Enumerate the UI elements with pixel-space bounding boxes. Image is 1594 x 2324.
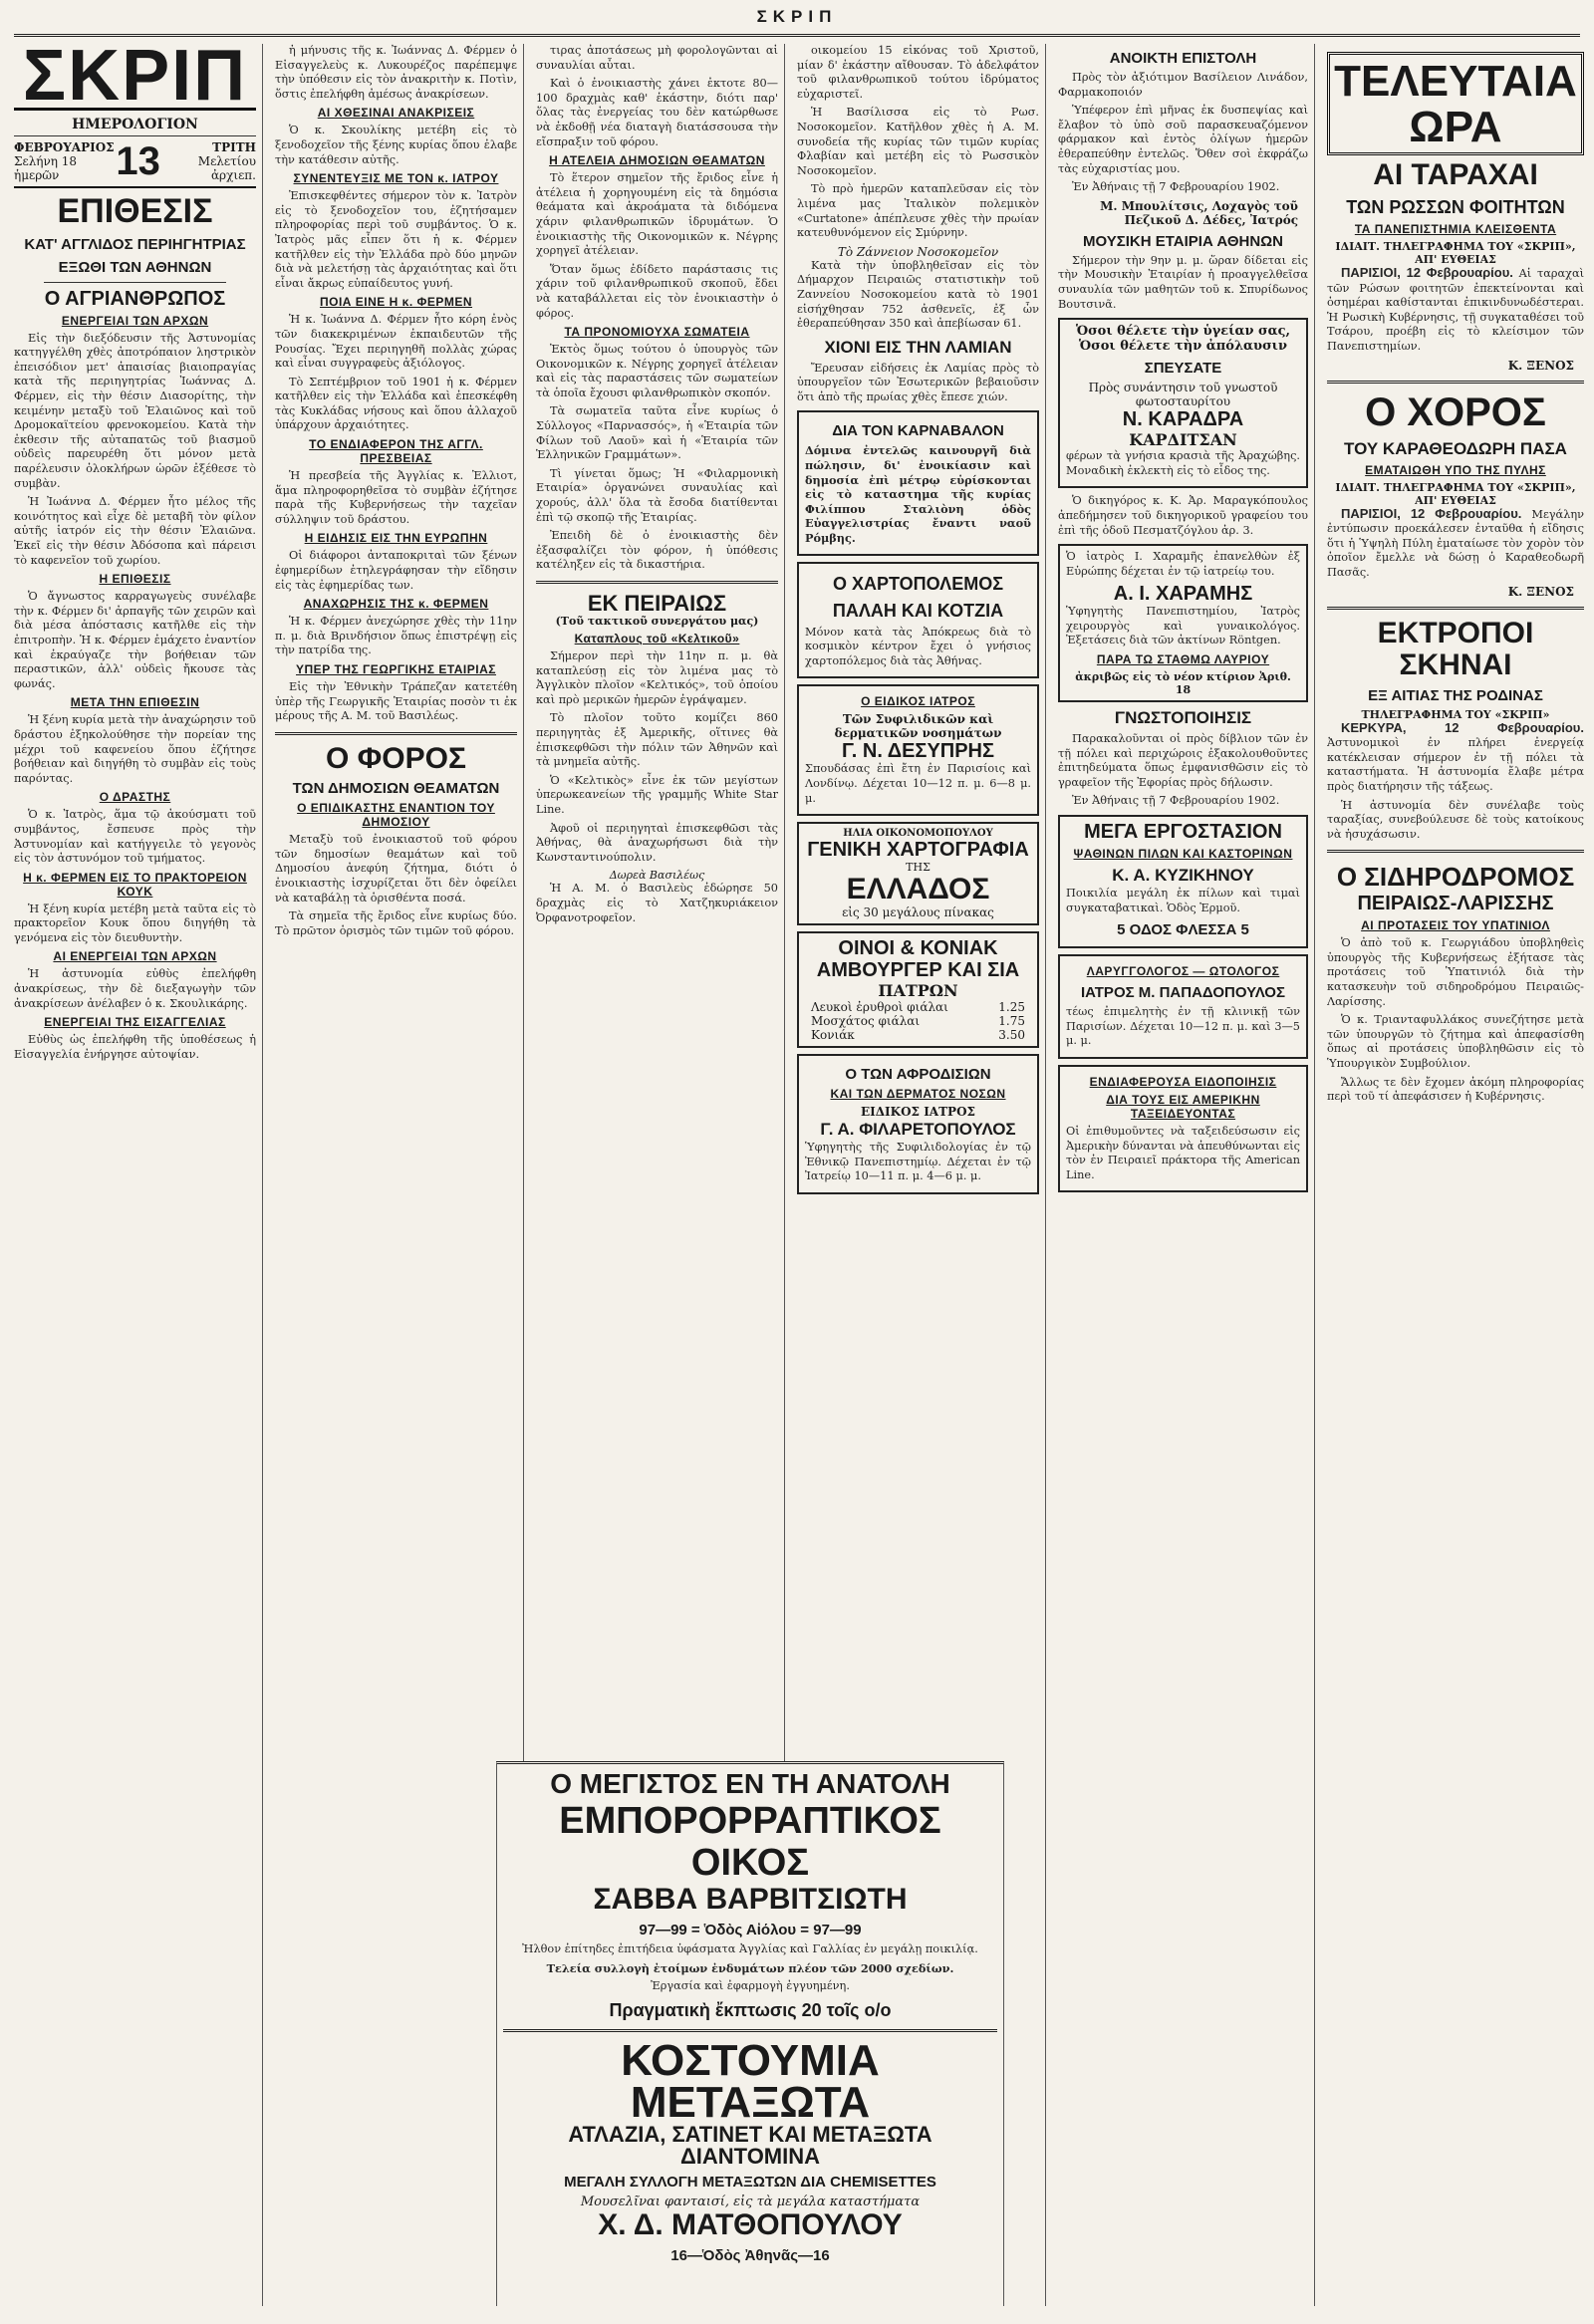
article-text: Πρὸς τὸν ἀξιότιμον Βασίλειον Λινάδον, Φαρμακοποιόν	[1058, 71, 1308, 99]
article-text: Ἐν Ἀθήναις τῇ 7 Φεβρουαρίου 1902.	[1072, 794, 1280, 808]
ad-karadra-name: Ν. ΚΑΡΑΔΡΑ	[1122, 408, 1244, 431]
ad-tailor-line2: ΕΜΠΟΡΟΡΡΑΠΤΙΚΟΣ ΟΙΚΟΣ	[559, 1800, 941, 1884]
ad-tailoring-house	[496, 1761, 1004, 2306]
subhead-donation: Δωρεὰ Βασιλέως	[609, 869, 705, 883]
article-text: Εἰς τὴν διεξόδευσιν τῆς Ἀστυνομίας κατηγγέλθη χθὲς ἀποτρόπαιον ληστρικὸν ἐπεισόδιον μετ' ἀπαισίας βιαιοπραγίας κατὰ τῆς περιηγητρίας Ἰωάννας Δ. Φέρμεν, εἰς τὴν θέσιν Διασορίτης, τὴν κειμένην μεταξὺ τοῦ Ἐλαιῶνος καὶ τοῦ Δρομοκαϊτείου φρενοκομείου. Κατὰ τὴν ἐκθεσιν τῆς αὐταπατῶς τοῦ βιασμοῦ οὐδεὶς παρευρέθη ὅτι μόνον μετὰ παρέλευσιν ὀλοκλήρων ὡρῶν ἐξέθεσε τὸ συμβὰν.	[14, 331, 256, 490]
ad-hat-name: Κ. Α. ΚΥΖΙΚΗΝΟΥ	[1112, 866, 1254, 886]
ad-hat-title: ΜΕΓΑ ΕΡΓΟΣΤΑΣΙΟΝ	[1084, 821, 1282, 844]
ad-silk-name: Χ. Δ. ΜΑΤΘΟΠΟΥΛΟΥ	[598, 2207, 903, 2241]
ad-america	[1058, 1065, 1308, 1192]
ad-hat-address: 5 ΟΔΟΣ ΦΛΕΣΣΑ 5	[1117, 921, 1249, 939]
article-text: Τὰ σημεῖα τῆς ἔριδος εἶνε κυρίως δύο. Τὸ πρῶτον ὁρισμὸς τῶν τιμῶν τοῦ φόρου.	[275, 909, 517, 937]
headline-ball-sub: ΤΟΥ ΚΑΡΑΘΕΟΔΩΡΗ ΠΑΣΑ	[1344, 438, 1567, 458]
ad-doctor-title: Ο ΕΙΔΙΚΟΣ ΙΑΤΡΟΣ	[861, 694, 975, 709]
article-text: Ὁ «Κελτικὸς» εἶνε ἐκ τῶν μεγίστων ὑπερωκεανείων τῆς γραμμῆς White Star Line.	[536, 773, 778, 817]
ad-america-text: Οἱ ἐπιθυμοῦντες νὰ ταξειδεύσωσιν εἰς Ἀμερικὴν δύνανται νὰ ἀπευθύνωνται εἰς τὸν ἐν Πειραιεῖ πράκτορα τῆς American Line.	[1066, 1125, 1300, 1181]
article-text: Ὁ κ. Ἰατρὸς, ἅμα τῷ ἀκούσματι τοῦ συμβάντος, ἔσπευσε πρὸς τὴν Ἀστυνομίαν καὶ κατήγγειλε τὸ γεγονὸς εἰς τὸν ἀστυνόμον τοῦ τμήματος.	[14, 808, 256, 866]
article-text: Ἐν Ἀθήναις τῇ 7 Φεβρουαρίου 1902.	[1072, 180, 1280, 194]
subhead-societies: ΤΑ ΠΡΟΝΟΜΙΟΥΧΑ ΣΩΜΑΤΕΙΑ	[564, 325, 750, 340]
telegram-label: ΤΗΛΕΓΡΑΦΗΜΑ ΤΟΥ «ΣΚΡΙΠ»	[1361, 707, 1550, 721]
masthead-title: ΣΚΡΙΠ	[14, 44, 256, 111]
subhead-hospital: Τὸ Ζάννειον Νοσοκομεῖον	[837, 244, 999, 259]
dateline: ΚΕΡΚΥΡΑ, 12 Φεβρουαρίου.	[1341, 719, 1584, 735]
subhead-authority-actions: ΑΙ ΕΝΕΡΓΕΙΑΙ ΤΩΝ ΑΡΧΩΝ	[53, 949, 217, 964]
headline-tax-sub: ΤΩΝ ΔΗΜΟΣΙΩΝ ΘΕΑΜΑΤΩΝ	[292, 780, 500, 798]
ad-silk-line3: ΜΕΓΑΛΗ ΣΥΛΛΟΓΗ ΜΕΤΑΞΩΤΩΝ ΔΙΑ CHEMISETTES	[564, 2173, 936, 2191]
ad-otologist-title: ΛΑΡΥΓΓΟΛΟΓΟΣ — ΩΤΟΛΟΓΟΣ	[1086, 964, 1280, 979]
article-text: Ἡ ἀστυνομία δὲν συνέλαβε τοὺς ταραξίας, συνεβούλευσε δὲ τοὺς κατοίκους νὰ ἡσυχάσωσιν.	[1327, 798, 1584, 841]
headline-last-hour: ΤΕΛΕΥΤΑΙΑ ΩΡΑ	[1327, 52, 1584, 155]
ad-wines-company: ΑΜΒΟΥΡΓΕΡ ΚΑΙ ΣΙΑ	[816, 959, 1020, 982]
article-text: Καὶ ὁ ἐνοικιαστὴς χάνει ἐκτοτε 80—100 δραχμὰς καθ' ἑκάστην, διότι παρ' ὅλας τὰς ἐνεργείας του δὲν κατώρθωσε νὰ ἐκδοθῇ νέα διαταγὴ διατάσσουσα τὴν εἴσπραξιν τοῦ φόρου.	[536, 77, 778, 148]
article-text: Ὁ κ. Σκουλίκης μετέβη εἰς τὸ ξενοδοχεῖον τῆς ξένης κυρίας ὅπου ἐλαβε τὴν κατάθεσιν αὐτῆς.	[275, 124, 517, 166]
ad-tailor-discount: Πραγματικὴ ἔκπτωσις 20 τοῖς ο/ο	[609, 1999, 892, 2020]
subhead-agricultural: ΥΠΕΡ ΤΗΣ ΓΕΩΡΓΙΚΗΣ ΕΤΑΙΡΙΑΣ	[296, 662, 496, 676]
article-text: Ἀφοῦ οἱ περιηγηταὶ ἐπισκεφθῶσι τὰς Ἀθήνας, θὰ ἀναχωρήσωσι διὰ τὴν Κωνσταντινούπολιν.	[536, 821, 778, 864]
headline-snow: ΧΙΟΝΙ ΕΙΣ ΤΗΝ ΛΑΜΙΑΝ	[824, 337, 1012, 357]
piraeus-correspondent: (Τοῦ τακτικοῦ συνεργάτου μας)	[555, 615, 759, 629]
article-text: Ὑπέφερον ἐπὶ μῆνας ἐκ δυσπεψίας καὶ ἔλαβον τὸ ὑπὸ σοῦ παρασκευαζόμενον φάρμακον καὶ ἐντὸς ὀλίγων ἡμερῶν ἐθεραπεύθην ἐντελῶς. Ὅθεν σοὶ ἐκφράζω τὰς εὐχαριστίας μου.	[1058, 104, 1308, 175]
article-text: ΠΑΡΙΣΙΟΙ, 12 Φεβρουαρίου. Αἱ ταραχαὶ τῶν Ρώσων φοιτητῶν ἐπεκτείνονται καὶ ὁσημέραι καθίστανται ἐπικινδυνωδέστεραι. Ἡ Ρωσικὴ Κυβέρνησις, τῇ συγκαταθέσει τοῦ Τσάρου, προέβη εἰς τὸ κλείσιμον τῶν Πανεπιστημίων.	[1327, 265, 1584, 353]
ad-charamis-name: Α. Ι. ΧΑΡΑΜΗΣ	[1113, 583, 1253, 606]
headline-attack-sub2: ΕΞΩΘΙ ΤΩΝ ΑΘΗΝΩΝ	[58, 258, 212, 276]
ad-cartography-title: ΓΕΝΙΚΗ ΧΑΡΤΟΓΡΑΦΙΑ	[807, 839, 1029, 862]
ad-tailor-text: Τελεία συλλογὴ ἐτοίμων ἐνδυμάτων πλέον τῶν 2000 σχεδίων.	[546, 1960, 954, 1975]
ad-aphrod-name: Γ. Α. ΦΙΛΑΡΕΤΟΠΟΥΛΟΣ	[820, 1120, 1016, 1140]
article-text: Εἰς τὴν Ἐθνικὴν Τράπεζαν κατετέθη ὑπὲρ τῆς Γεωργικῆς Ἑταιρίας ποσὸν τι ἐκ μέρους τῆς Α. Μ. τοῦ Βασιλέως.	[275, 680, 517, 723]
article-text: Ἡ κ. Φέρμεν ἀνεχώρησε χθὲς τὴν 11ην π. μ. διὰ Βρινδήσιον ὅπως ἐπιστρέψῃ εἰς τὴν πατρίδα της.	[275, 615, 517, 657]
ad-otologist-text: τέως ἐπιμελητὴς ἐν τῇ κλινικῇ τῶν Παρισίων. Δέχεται 10—12 π. μ. καὶ 3—5 μ. μ.	[1066, 1005, 1300, 1048]
headline-tax: Ο ΦΟΡΟΣ	[326, 741, 466, 775]
masthead-section: ΗΜΕΡΟΛΟΓΙΟΝ	[14, 115, 256, 136]
ad-doctor-specialty: Τῶν Συφιλιδικῶν καὶ δερματικῶν νοσημάτων	[834, 712, 1002, 741]
article-text: Ὁ ἄγνωστος καρραγωγεὺς συνέλαβε τὴν κ. Φέρμεν δι' ἀρπαγῆς τῶν χειρῶν καὶ διὰ μέσα ἀπόστασις κατῆλθε εἰς τὴν ἐπιτροπὴν. Ἡ κ. Φέρμεν ἐμάχετο ἐναντίον καὶ ἐκραύγαζε τὴν βοήθειαν τῶν περαστικῶν, ἀλλ' οὐδεὶς ἤκουσε τὰς φωνάς.	[14, 590, 256, 690]
ad-america-title: ΕΝΔΙΑΦΕΡΟΥΣΑ ΕΙΔΟΠΟΙΗΣΙΣ	[1089, 1075, 1277, 1089]
article-text: Ὁ δικηγόρος κ. Κ. Ἀρ. Μαραγκόπουλος ἀπεδήμησεν τοῦ δικηγορικοῦ γραφείου του ἐπὶ τῆς ὁδοῦ Πεσματζόγλου ἀρ. 3.	[1058, 494, 1308, 537]
ad-america-sub: ΔΙΑ ΤΟΥΣ ΕΙΣ ΑΜΕΡΙΚΗΝ ΤΑΞΕΙΔΕΥΟΝΤΑΣ	[1106, 1093, 1260, 1121]
ad-carnival-text: Δόμινα ἐντελῶς καινουργῆ διὰ πώλησιν, δι' ἐνοικίασιν καὶ δημοσία ἐπὶ μέτρῳ εὑρίσκονται εἰς τὸ καταστημα τῆς κυρίας Φιλίππου Σταλιὸνη ὁδὸς Εὐαγγελιστρίας ἔναντι ναοῦ Ρόμβης.	[805, 443, 1031, 546]
headline-open-letter: ΑΝΟΙΚΤΗ ΕΠΙΣΤΟΛΗ	[1109, 50, 1257, 67]
price-row: Μοσχάτος φιάλαι 1.75	[811, 1014, 1025, 1029]
ad-confetti-title-2: ΠΑΛΑΗ ΚΑΙ ΚΟΤΖΙΑ	[832, 600, 1004, 621]
article-text: ΠΑΡΙΣΙΟΙ, 12 Φεβρουαρίου. Μεγάλην ἐντύπωσιν προεκάλεσεν ἐνταῦθα ἡ εἴδησις ὅτι ἡ Ὑψηλὴ Πύλη ἐματαίωσε τὸν χορὸν τὸν ὁποῖον ἔμελλε νὰ δώσῃ ὁ Καραθεοδωρῆ Πασᾶς.	[1327, 505, 1584, 579]
article-text: Σήμερον περὶ τὴν 11ην π. μ. θὰ καταπλεύσῃ εἰς τὸν λιμένα μας τὸ Ἀγγλικὸν πλοῖον «Κελτικός», τοῦ ὁποίου καὶ πρὸ μερικῶν ἡμερῶν ἐγράψαμεν.	[536, 649, 778, 706]
signature: Κ. ΞΕΝΟΣ	[1507, 584, 1574, 599]
ad-doctor-desypris	[797, 684, 1039, 816]
ad-doctor-filaretopoulos	[797, 1054, 1039, 1194]
article-text: Ὁ κ. Τριανταφυλλάκος συνεζήτησε μετὰ τῶν ὑπουργῶν τὸ ζήτημα καὶ ἀπεφασίσθη ὅπως αἱ προτάσεις ὑποβληθῶσιν εἰς τὸ Ὑπουργικὸν Συμβούλιον.	[1327, 1013, 1584, 1071]
ad-otologist	[1058, 954, 1308, 1059]
column-2	[275, 44, 524, 2306]
ad-charamis	[1058, 544, 1308, 702]
price-row: Κονιάκ 3.50	[811, 1028, 1025, 1043]
ad-karadra-hurry: ΣΠΕΥΣΑΤΕ	[1144, 360, 1222, 378]
ad-wines	[797, 931, 1039, 1048]
article-text: οικομείου 15 εἰκόνας τοῦ Χριστοῦ, μίαν δ' ἑκάστην αἴθουσαν. Τὸ ἀδελφάτον τοῦ φιλανθρωπικοῦ τούτου ἱδρύματος εὐχαριστεῖ.	[797, 44, 1039, 101]
article-text: Τὸ Σεπτέμβριον τοῦ 1901 ἡ κ. Φέρμεν κατῆλθεν εἰς τὴν Ἑλλάδα καὶ ἐπεσκέφθη τὰς Κυκλάδας νήσους καὶ ὅπου ἀλλαχοῦ ὑπάρχουν ἀρχαιότητες.	[275, 375, 517, 432]
ad-karadra	[1058, 318, 1308, 488]
masthead-saint: Μελετίου ἀρχιεπ.	[197, 154, 256, 182]
ad-aphrod-specialist: ΕΙΔΙΚΟΣ ΙΑΤΡΟΣ	[860, 1105, 976, 1120]
ad-karadra-meet: Πρὸς συνάντησιν τοῦ γνωστοῦ φωτοσταυρίτου	[1088, 381, 1278, 409]
article-text: Ἐπειδὴ δὲ ὁ ἐνοικιαστὴς δὲν ἐξασφαλίζει τὸν φόρον, ἡ ὑπόθεσις κατέληξεν εἰς τὰ δικαστήρια.	[536, 529, 778, 572]
ad-tailor-name: ΣΑΒΒΑ ΒΑΡΒΙΤΣΙΩΤΗ	[593, 1883, 908, 1916]
article-text: Ἡ ἀστυνομία εὐθὺς ἐπελήφθη ἀνακρίσεως, τὴν δὲ διεξαγωγὴν τῶν ἀνακρίσεων ἀνέλαβεν ὁ κ. Σκουλικάρης.	[14, 967, 256, 1010]
headline-riots-sub: ΤΩΝ ΡΩΣΣΩΝ ΦΟΙΤΗΤΩΝ	[1346, 197, 1565, 217]
subhead-prosecutor: ΕΝΕΡΓΕΙΑΙ ΤΗΣ ΕΙΣΑΓΓΕΛΙΑΣ	[44, 1015, 226, 1030]
ad-hat-text: Ποικιλία μεγάλη ἐκ πίλων καὶ τιμαὶ συγκαταβατικαὶ. Ὁδὸς Ἑρμοῦ.	[1066, 887, 1300, 914]
subhead-europe: Η ΕΙΔΗΣΙΣ ΕΙΣ ΤΗΝ ΕΥΡΩΠΗΝ	[304, 531, 488, 546]
ad-karadra-place: ΚΑΡΔΙΤΣΑΝ	[1129, 430, 1237, 450]
subhead-perpetrator: Ο ΔΡΑΣΤΗΣ	[99, 790, 171, 805]
ad-doctor-text: Σπουδάσας ἐπὶ ἔτη ἐν Παρισίοις καὶ Λονδίνῳ. Δέχεται 10—12 π. μ. 6—8 μ. μ.	[805, 762, 1031, 805]
subhead-embassy: ΤΟ ΕΝΔΙΑΦΕΡΟΝ ΤΗΣ ΑΓΓΛ. ΠΡΕΣΒΕΙΑΣ	[309, 437, 483, 466]
headline-railway-sub: ΠΕΙΡΑΙΩΣ-ΛΑΡΙΣΣΗΣ	[1357, 893, 1554, 915]
article-text: Ἡ Α. Μ. ὁ Βασιλεὺς ἐδώρησε 50 δραχμὰς εἰς τὸ Χατζηκυριάκειον Ὀρφανοτροφεῖον.	[536, 882, 778, 924]
headline-scenes-sub: ΕΞ ΑΙΤΙΑΣ ΤΗΣ ΡΟΔΙΝΑΣ	[1368, 686, 1543, 704]
ad-cartography-publisher: ΗΛΙΑ ΟΙΚΟΝΟΜΟΠΟΥΛΟΥ	[843, 828, 993, 840]
ad-charamis-text: Ὑφηγητὴς Πανεπιστημίου, Ἰατρὸς χειρουργὸς καὶ γυναικολόγος. Ἐξετάσεις διὰ τῶν ἀκτίνων Röntgen.	[1066, 605, 1300, 647]
article-text: Ἐκτὸς ὅμως τούτου ὁ ὑπουργὸς τῶν Οικονομικῶν κ. Νέγρης χορηγεῖ ἀτέλειαν καὶ εἰς τὰς παραστάσεις τῶν σωματείων τὰ ὁποῖα ἔχουσι φιλανθρωπικὸν σκοπόν.	[536, 343, 778, 399]
article-text: Ἡ ξένη κυρία μετὰ τὴν ἀναχώρησιν τοῦ δράστου ἐξηκολούθησε τὴν πορείαν της μέχρι τοῦ καφενείου ὅπου ἐζήτησε βοήθειαν καὶ διηγήθη τὸ συμβὰν εἰς τοὺς παρόντας.	[14, 713, 256, 785]
article-text: Εὐθὺς ὡς ἐπελήφθη τῆς ὑποθέσεως ἡ Εἰσαγγελία ἐνήργησε αὐτοψίαν.	[14, 1033, 256, 1061]
ad-cartography-of: ΤΗΣ	[906, 861, 930, 875]
ad-wines-title: ΟΙΝΟΙ & ΚΟΝΙΑΚ	[838, 937, 998, 960]
subhead-after-attack: ΜΕΤΑ ΤΗΝ ΕΠΙΘΕΣΙΝ	[70, 695, 200, 710]
article-text: Τὸ πρὸ ἡμερῶν καταπλεῦσαν εἰς τὸν λιμένα μας Ἰταλικὸν πολεμικὸν «Curtatone» ἀπέπλευσε χθὲς τὴν πρωίαν κατευθυνόμενον εἰς Σμύρνην.	[797, 182, 1039, 240]
subhead-universities: ΤΑ ΠΑΝΕΠΙΣΤΗΜΙΑ ΚΛΕΙΣΘΕΝΤΑ	[1354, 222, 1557, 236]
telegram-label: ΙΔΙΑΙΤ. ΤΗΛΕΓΡΑΦΗΜΑ ΤΟΥ «ΣΚΡΙΠ», ΑΠ' ΕΥΘΕΙΑΣ	[1335, 240, 1576, 266]
ad-confetti-text: Μόνον κατὰ τὰς Ἀπόκρεως διὰ τὸ κοσμικὸν κέντρον ἔχει ὁ γνήσιος χαρτοπόλεμος διὰ τὰς Ἀθήνας.	[805, 625, 1031, 667]
ad-otologist-name: ΙΑΤΡΟΣ Μ. ΠΑΠΑΔΟΠΟΥΛΟΣ	[1081, 984, 1285, 1002]
ad-confetti	[797, 562, 1039, 679]
article-text: ΚΕΡΚΥΡΑ, 12 Φεβρουαρίου. Ἀστυνομικοὶ ἐν πλήρει ἐνεργείᾳ κατέκλεισαν σήμερον ἐν τῇ πόλει τὰ καταστήματα. Ἡ ἀστυνομία ἔλαβε μέτρα πρὸς διατήρησιν τῆς τάξεως.	[1327, 719, 1584, 793]
article-text: Ἡ Ἰωάννα Δ. Φέρμεν ἦτο μέλος τῆς κοινότητος καὶ εἶχε δὲ μεταβῆ τὸν φίλον αὐτῆς ἰατρόν εἰς τὴν θέσιν Ἐλαιῶνα. Ἐκεῖ εἰς τὴν θέσιν Ἀδόσοπα καὶ πάρεισι τὸ καφενεῖον τοῦ χωρίου.	[14, 495, 256, 567]
ad-cartography-country: ΕΛΛΑΔΟΣ	[846, 873, 990, 906]
ad-hat-factory	[1058, 815, 1308, 948]
headline-music-society: ΜΟΥΣΙΚΗ ΕΤΑΙΡΙΑ ΑΘΗΝΩΝ	[1082, 232, 1284, 250]
dateline: ΠΑΡΙΣΙΟΙ, 12 Φεβρουαρίου.	[1341, 265, 1513, 280]
article-text: Μεταξὺ τοῦ ἐνοικιαστοῦ τοῦ φόρου τῶν δημοσίων θεαμάτων καὶ τοῦ Δημοσίου ἀνεφύη ζήτημα, διότι ὁ ἐνοικιαστὴς ἰσχυρίζεται ὅτι δὲν ὀφείλει νὰ καταβάλῃ τὰ ὁρισθέντα ποσά.	[275, 833, 517, 904]
headline-ball: Ο ΧΟΡΟΣ	[1365, 389, 1546, 434]
headline-piraeus: ΕΚ ΠΕΙΡΑΙΩΣ	[587, 591, 727, 616]
subhead-interview: ΣΥΝΕΝΤΕΥΞΙΣ ΜΕ ΤΟΝ κ. ΙΑΤΡΟΥ	[293, 171, 499, 186]
ad-confetti-title: Ο ΧΑΡΤΟΠΟΛΕΜΟΣ	[832, 573, 1003, 594]
subhead-cook-agency: Η κ. ΦΕΡΜΕΝ ΕΙΣ ΤΟ ΠΡΑΚΤΟΡΕΙΟΝ ΚΟΥΚ	[23, 870, 247, 899]
headline-notice: ΓΝΩΣΤΟΠΟΙΗΣΙΣ	[1114, 708, 1252, 728]
headline-railway: Ο ΣΙΔΗΡΟΔΡΟΜΟΣ	[1336, 862, 1575, 893]
masthead-moon: Σελήνη 18 ἡμερῶν	[14, 154, 78, 182]
ad-wines-city: ΠΑΤΡΩΝ	[878, 981, 958, 1001]
signature: Κ. ΞΕΝΟΣ	[1507, 358, 1574, 373]
headline-attack: ΕΠΙΘΕΣΙΣ	[57, 192, 213, 230]
ad-aphrod-text: Ὑφηγητὴς τῆς Συφιλιδολογίας ἐν τῷ Ἐθνικῷ Πανεπιστημίῳ. Δέχεται ἐν τῷ Ἰατρείῳ 10—11 π. μ. 4—6 μ. μ.	[805, 1141, 1031, 1183]
subhead-departure: ΑΝΑΧΩΡΗΣΙΣ ΤΗΣ κ. ΦΕΡΜΕΝ	[303, 597, 489, 612]
subhead-authorities: ΕΝΕΡΓΕΙΑΙ ΤΩΝ ΑΡΧΩΝ	[61, 313, 209, 328]
headline-attack-sub: ΚΑΤ' ΑΓΓΛΙΔΟΣ ΠΕΡΙΗΓΗΤΡΙΑΣ	[24, 235, 246, 253]
ad-doctor-name: Γ. Ν. ΔΕΣΥΠΡΗΣ	[841, 740, 995, 763]
article-text: Οἱ διάφοροι ἀνταποκριταὶ τῶν ξένων ἐφημερίδων ἐτηλεγράφησαν τὴν εἴδησιν εἰς τὰς ἐφημερίδας των.	[275, 549, 517, 592]
price-row: Λευκοὶ ἐρυθροὶ φιάλαι 1.25	[811, 1000, 1025, 1015]
article-text: Κατὰ τὴν ὑποβληθεῖσαν εἰς τὸν Δήμαρχον Πειραιῶς στατιστικὴν τοῦ Ζαννείου Νοσοκομείου κατὰ τὸ 1901 εἰσήχθησαν 752 ἀσθενεῖς, ἐξ ὧν ἐθεραπεύθησαν 350 καὶ ἀπεβίωσαν 61.	[797, 258, 1039, 331]
masthead-weekday: ΤΡΙΤΗ	[212, 140, 256, 154]
telegram-label: ΙΔΙΑΙΤ. ΤΗΛΕΓΡΑΦΗΜΑ ΤΟΥ «ΣΚΡΙΠ», ΑΠ' ΕΥΘΕΙΑΣ	[1335, 480, 1576, 507]
headline-savage: Ο ΑΓΡΙΑΝΘΡΩΠΟΣ	[44, 287, 226, 310]
masthead-day-number: 13	[116, 139, 160, 183]
article-text: Τὰ σωματεῖα ταῦτα εἶνε κυρίως ὁ Σύλλογος «Παρνασσός», ἡ «Ἑταιρία τῶν Φίλων τοῦ Λαοῦ» καὶ ἡ «Ἑταιρία τῶν Ἑλληνικῶν Γραμμάτων».	[536, 404, 778, 462]
ad-tailor-line1: Ο ΜΕΓΙΣΤΟΣ ΕΝ ΤΗ ΑΝΑΤΟΛΗ	[550, 1768, 950, 1799]
subhead-proposals: ΑΙ ΠΡΟΤΑΣΕΙΣ ΤΟΥ ΥΠΑΤΙΝΙΟΛ	[1361, 918, 1550, 933]
article-text: Ἡ ξένη κυρία μετέβη μετὰ ταῦτα εἰς τὸ πρακτορεῖον Κουκ ὅπου διηγήθη τὰ γενόμενα εἰς τὸν διευθυντὴν.	[14, 902, 256, 944]
ad-charamis-address: ἀκριβῶς εἰς τὸ νέον κτίριον Ἀριθ. 18	[1075, 670, 1291, 697]
subhead-exemption: Η ΑΤΕΛΕΙΑ ΔΗΜΟΣΙΩΝ ΘΕΑΜΑΤΩΝ	[549, 153, 765, 168]
ad-hat-sub: ΨΑΘΙΝΩΝ ΠΙΛΩΝ ΚΑΙ ΚΑΣΤΟΡΙΝΩΝ	[1073, 847, 1293, 862]
subhead-porte: ΕΜΑΤΑΙΩΘΗ ΥΠΟ ΤΗΣ ΠΥΛΗΣ	[1365, 462, 1546, 477]
ad-silk-address: 16—Ὁδὸς Ἀθηνᾶς—16	[670, 2246, 830, 2264]
article-text: Ἡ Βασίλισσα εἰς τὸ Ρωσ. Νοσοκομεῖον. Κατῆλθον χθὲς ἡ Α. Μ. συνοδεία τῆς κυρίας τῶν τιμῶν κυρίας Φλαβίαν καὶ μετέβη εἰς τὸ Ρωσσικὸν Νοσοκομεῖον.	[797, 106, 1039, 177]
ad-karadra-hook: Ὁσοι θέλετε τὴν ὑγείαν σας, Ὁσοι θέλετε τὴν ἀπόλαυσιν	[1075, 324, 1291, 355]
article-text: Ὅταν ὅμως ἐδίδετο παράστασις τις χάριν τοῦ φιλανθρωπικοῦ σκοποῦ, ἔδει νὰ καταβάλλεται εἰς τὸν ἐνοικιαστὴν ὁ φόρος.	[536, 262, 778, 320]
article-text: Ἐπισκεφθέντες σήμερον τὸν κ. Ἰατρὸν εἰς τὸ ξενοδοχεῖον του, ἐζητήσαμεν πληροφορίας περὶ τοῦ συμβάντος. Ὁ κ. Ἰατρὸς μᾶς εἶπεν ὅτι ἡ κ. Φέρμεν κατῆλθεν εἰς τὴν Ἑλλάδα πρὸ δύο μηνῶν διὰ νὰ μελετήσῃ τὰς ἀρχαιότητας καὶ ὅτι εἶναι ἄκρως εὐπαίδευτος γυνή.	[275, 189, 517, 290]
article-text: Ἡ κ. Ἰωάννα Δ. Φέρμεν ἦτο κόρη ἐνὸς τῶν διακεκριμένων ἐκπαιδευτῶν τῆς Ρουσίας. Ἔχει περιηγηθῆ πολλὰς χώρας καὶ εἶναι συγγραφεὺς ἀξιόλογος.	[275, 313, 517, 371]
subhead-interrogations: ΑΙ ΧΘΕΣΙΝΑΙ ΑΝΑΚΡΙΣΕΙΣ	[317, 106, 475, 121]
headline-riots: ΑΙ ΤΑΡΑΧΑΙ	[1373, 158, 1538, 191]
article-text: Τὸ πλοῖον τοῦτο κομίζει 860 περιηγητὰς ἐξ Ἀμερικῆς, οἵτινες θὰ ἐπισκεφθῶσι τὴν πόλιν τῶν Ἀθηνῶν καὶ τὰ μνημεῖα αὐτῆς.	[536, 711, 778, 769]
article-text: τιρας ἀποτάσεως μὴ φορολογῶνται αἱ συναυλίαι αὗται.	[536, 44, 778, 72]
headline-scenes: ΕΚΤΡΟΠΟΙ ΣΚΗΝΑΙ	[1377, 616, 1534, 681]
ad-silk-title: ΚΟΣΤΟΥΜΙΑ ΜΕΤΑΞΩΤΑ	[621, 2035, 880, 2127]
subhead-who-is: ΠΟΙΑ ΕΙΝΕ Η κ. ΦΕΡΜΕΝ	[319, 295, 473, 310]
article-text: Τὸ ἕτερον σημεῖον τῆς ἔριδος εἶνε ἡ ἀτέλεια ἡ χορηγουμένη εἰς τὰ δημόσια θεάματα καὶ ἀκροάματα τὰ διδόμενα χάριν φιλανθρωπικῶν ἱδρυμάτων. Ὁ ἐνοικιαστὴς τῆς Οικονομικῶν κ. Νέγρης χορηγεῖ ἀτέλειαν.	[536, 171, 778, 258]
column-6	[1327, 44, 1584, 2306]
article-text: Τὶ γίνεται ὅμως; Ἡ «Φιλαρμονικὴ Εταιρία» ὀργανώνει συναυλίας καὶ χορούς, ἀλλ' ὅλα τὰ ἔσοδα διατίθενται ἐπὶ τῷ σκοπῷ τῆς Ἑταιρίας.	[536, 466, 778, 524]
article-text: Ὁ ἀπὸ τοῦ κ. Γεωργιάδου ὑποβληθεὶς ὑπουργὸς τῆς Κυβερνήσεως ἐξήτασε τὰς προτάσεις τοῦ Ὑπατινιόλ διὰ τὴν κατασκευὴν τοῦ σιδηροδρόμου Πειραιῶς-Λαρίσσης.	[1327, 936, 1584, 1008]
ad-aphrod-title: Ο ΤΩΝ ΑΦΡΟΔΙΣΙΩΝ	[845, 1066, 991, 1084]
running-head: ΣΚΡΙΠ	[14, 0, 1580, 37]
ad-aphrod-sub: ΚΑΙ ΤΩΝ ΔΕΡΜΑΤΟΣ ΝΟΣΩΝ	[830, 1087, 1006, 1102]
ad-silk-line4: Μουσελῖναι φανταισί, εἰς τὰ μεγάλα καταστήματα	[580, 2194, 921, 2209]
masthead-date	[14, 136, 256, 188]
article-text: Παρακαλοῦνται οἱ πρὸς δίβλιον τῶν ἐν τῇ πόλει καὶ περιχώροις ἐξακολουθοῦντες ἐπιτηδεύματα ὅπως ἐμφανισθῶσιν εἰς τὸ γραφεῖον τῆς Ἐφορίας πρὸς δήλωσιν.	[1058, 732, 1308, 789]
ad-charamis-location: ΠΑΡΑ ΤΩ ΣΤΑΘΜΩ ΛΑΥΡΙΟΥ	[1096, 652, 1270, 667]
ad-tailor-address: 97—99 = Ὁδὸς Αἰόλου = 97—99	[639, 1922, 862, 1938]
ad-tailor-text: Ἠλθον ἐπίτηδες ἐπιτήδεια ὑφάσματα Ἀγγλίας καὶ Γαλλίας ἐν μεγάλῃ ποικιλίᾳ.	[522, 1942, 978, 1955]
column-5	[1058, 44, 1315, 2306]
subhead-celtic: Καταπλους τοῦ «Κελτικοῦ»	[574, 632, 740, 646]
ad-carnival	[797, 410, 1039, 555]
subhead-attack: Η ΕΠΙΘΕΣΙΣ	[99, 572, 171, 587]
article-text: Ἄλλως τε δὲν ἔχομεν ἀκόμη πληροφορίας περὶ τοῦ τί ἀπεφάσισεν ἡ Κυβέρνησις.	[1327, 1075, 1584, 1104]
ad-cartography	[797, 822, 1039, 925]
ad-cartography-sub: εἰς 30 μεγάλους πίνακας	[842, 905, 994, 920]
signature: Μ. Μπουλίτσις, Λοχαγὸς τοῦ Πεζικοῦ Δ. Δέδες, Ἰατρός	[1100, 198, 1298, 227]
ad-charamis-note: Ὁ ἰατρὸς Ι. Χαραμῆς ἐπανελθὼν ἐξ Εὐρώπης δέχεται ἐν τῷ ἰατρείῳ του.	[1066, 550, 1300, 578]
ad-tailor-text: Ἐργασία καὶ ἐφαρμογὴ ἐγγυημένη.	[651, 1979, 850, 1993]
article-text: Ἡ πρεσβεία τῆς Ἀγγλίας κ. Ἐλλιοτ, ἅμα πληροφορηθεῖσα τὸ συμβὰν ἐζήτησε παρὰ τῆς Κυβερνήσεως τὴν ταχεῖαν σύλληψιν τοῦ δράστου.	[275, 469, 517, 526]
dateline: ΠΑΡΙΣΙΟΙ, 12 Φεβρουαρίου.	[1341, 505, 1522, 521]
column-1	[14, 44, 263, 2306]
ad-carnival-title: ΔΙΑ ΤΟΝ ΚΑΡΝΑΒΑΛΟΝ	[832, 422, 1004, 440]
ad-karadra-text: φέρων τὰ γνήσια κρασιὰ τῆς Ἀραχώβης. Μοναδικὴ ἐκλεκτὴ εἰς τὸ εἶδος της.	[1066, 449, 1300, 477]
subhead-tax-dispute: Ο ΕΠΙΔΙΚΑΣΤΗΣ ΕΝΑΝΤΙΟΝ ΤΟΥ ΔΗΜΟΣΙΟΥ	[297, 801, 495, 830]
article-text: ἡ μήνυσις τῆς κ. Ἰωάννας Δ. Φέρμεν ὁ Εἰσαγγελεὺς κ. Λυκουρέζος παρέπεμψε τὴν ὑπόθεσιν εἰς τὸν ἀνακριτὴν κ. Ποτὶν, ὅστις ἐπελήφθη ἀμέσως ἀνακρίσεων.	[275, 44, 517, 101]
ad-silk-line2: ΑΤΛΑΖΙΑ, ΣΑΤΙΝΕΤ ΚΑΙ ΜΕΤΑΞΩΤΑ ΔΙΑΝΤΟΜΙΝΑ	[568, 2121, 932, 2169]
article-text: Ἔρευσαν εἰδήσεις ἐκ Λαμίας πρὸς τὸ ὑπουργεῖον τῶν Ἐσωτερικῶν βεβαιοῦσιν ὅτι ἀπὸ τῆς πρωίας χθὲς ἔπεσε χιών.	[797, 361, 1039, 403]
masthead-month: ΦΕΒΡΟΥΑΡΙΟΣ	[14, 140, 115, 154]
article-text: Σήμερον τὴν 9ην μ. μ. ὥραν δίδεται εἰς τὴν Μουσικὴν Ἑταιρίαν ἡ προαγγελθεῖσα συναυλία τῶν μαθητῶν τοῦ κ. Σπυρίδωνος Βουτσινᾶ.	[1058, 253, 1308, 311]
